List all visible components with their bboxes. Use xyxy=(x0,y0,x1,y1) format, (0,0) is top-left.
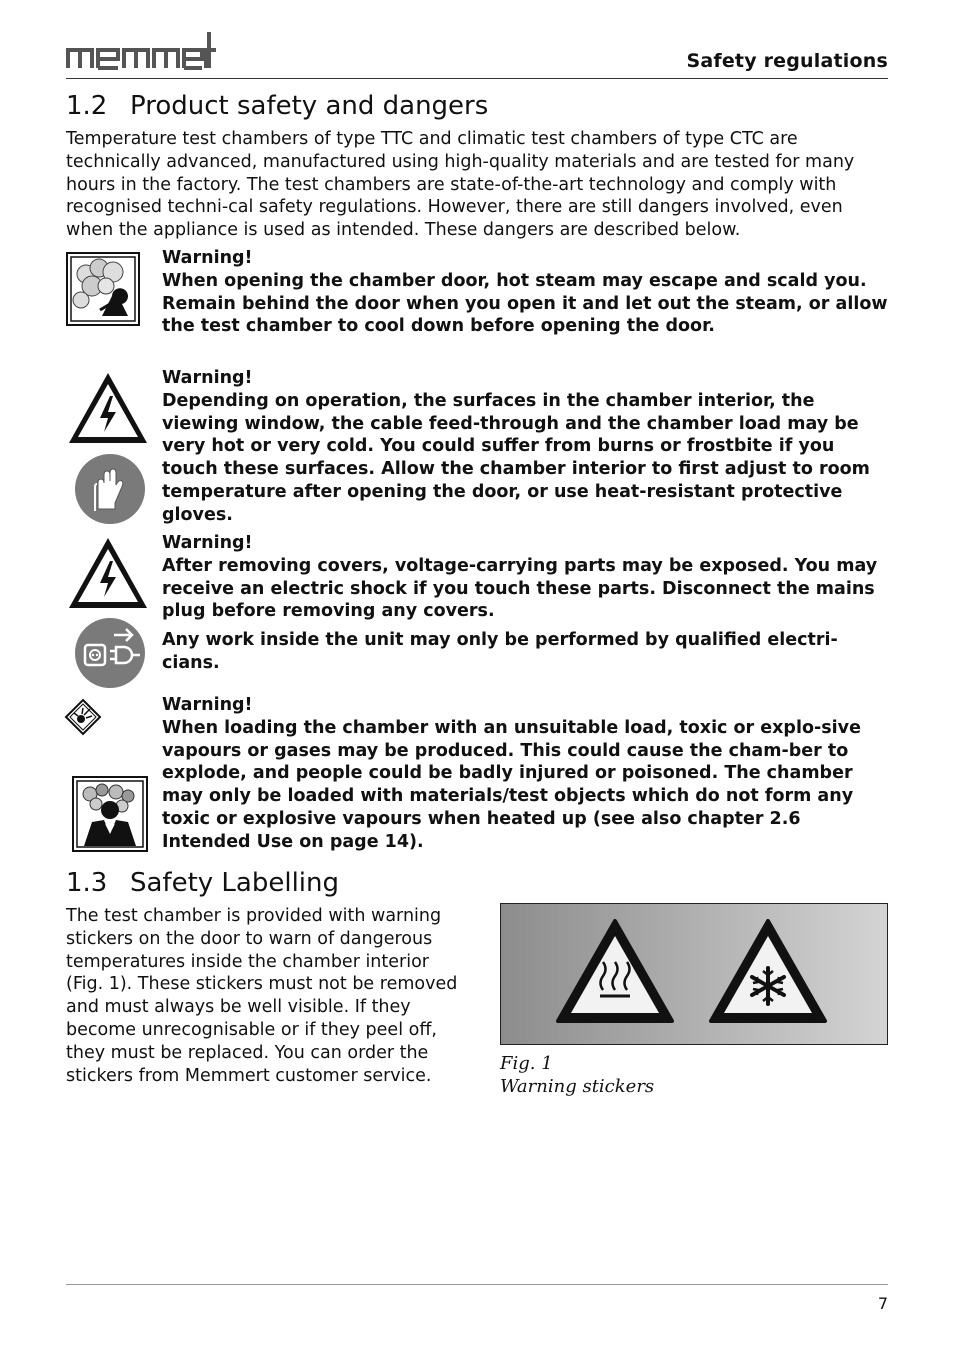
explosive-hazard-icon xyxy=(64,698,102,736)
figure-warning-stickers xyxy=(500,903,888,1045)
warning-heading: Warning! xyxy=(162,368,253,388)
warning-block-toxic xyxy=(162,694,890,854)
header-divider xyxy=(66,78,888,79)
cold-surface-warning-icon xyxy=(708,918,828,1026)
warning-heading: Warning! xyxy=(162,248,253,268)
section-number: 1.3 xyxy=(66,868,108,898)
section-title: Safety Labelling xyxy=(130,868,340,898)
labelling-paragraph: The test chamber is provided with warning stickers on the door to warn of dangerous temperatures inside the chamber interior (Fig. 1). These stickers must not be removed and must always be well visible. If they become unrecognisable or if they peel off, they must be replaced. You can order the stickers from Memmert customer service. xyxy=(66,906,458,1086)
footer-divider xyxy=(66,1284,888,1285)
high-voltage-warning-icon xyxy=(66,370,150,446)
hot-surface-warning-icon xyxy=(555,918,675,1026)
warning-text: When loading the chamber with an unsuitable load, toxic or explo-sive vapours or gases may be produced. This could cause the cham-ber to explode, and people could be badly injured or poisoned. The chamber may only be loaded with materials/test objects which do not form any toxic or explosive vapours when heated up (see also chapter 2.6 Intended Use on page 14). xyxy=(162,717,861,852)
toxic-vapour-icon xyxy=(72,776,148,852)
warning-block-voltage xyxy=(162,532,890,675)
protective-gloves-icon xyxy=(74,453,146,525)
section-heading-1-3 xyxy=(66,868,339,898)
warning-extra-text: Any work inside the unit may only be performed by qualified electri-cians. xyxy=(162,630,838,673)
warning-heading: Warning! xyxy=(162,695,253,715)
steam-scald-icon xyxy=(66,252,140,326)
section-title: Product safety and dangers xyxy=(130,91,489,121)
figure-label: Fig. 1 xyxy=(500,1053,553,1074)
memmert-logo xyxy=(66,30,218,72)
warning-block-surfaces xyxy=(162,367,890,527)
warning-text: Depending on operation, the surfaces in the chamber interior, the viewing window, the cable feed-through and the chamber load may be very hot or very cold. You could suffer from burns or frostbite if you touch these surfaces. Allow the chamber interior to first adjust to room temperature after opening the door, or use heat-resistant protective gloves. xyxy=(162,390,870,525)
disconnect-plug-icon xyxy=(74,617,146,689)
figure-caption-text: Warning stickers xyxy=(500,1076,655,1097)
warning-heading: Warning! xyxy=(162,533,253,553)
section-header-title: Safety regulations xyxy=(686,50,888,72)
page-number: 7 xyxy=(877,1294,888,1313)
section-heading-1-2 xyxy=(66,91,488,121)
intro-paragraph: Temperature test chambers of type TTC and climatic test chambers of type CTC are technically advanced, manufactured using high-quality materials and are tested for many hours in the factory. The test chambers are state-of-the-art technology and comply with recognised techni-cal safety regulations. However, there are still dangers involved, even when the appliance is used as intended. These dangers are described below. xyxy=(66,129,855,241)
section-number: 1.2 xyxy=(66,91,108,121)
high-voltage-warning-icon xyxy=(66,535,150,611)
warning-text: When opening the chamber door, hot steam may escape and scald you. Remain behind the door when you open it and let out the steam, or allow the test chamber to cool down before opening the door. xyxy=(162,270,888,337)
warning-text: After removing covers, voltage-carrying parts may be exposed. You may receive an electric shock if you touch these parts. Disconnect the mains plug before removing any covers. xyxy=(162,555,878,622)
warning-block-steam xyxy=(162,247,890,338)
figure-caption xyxy=(500,1052,654,1098)
